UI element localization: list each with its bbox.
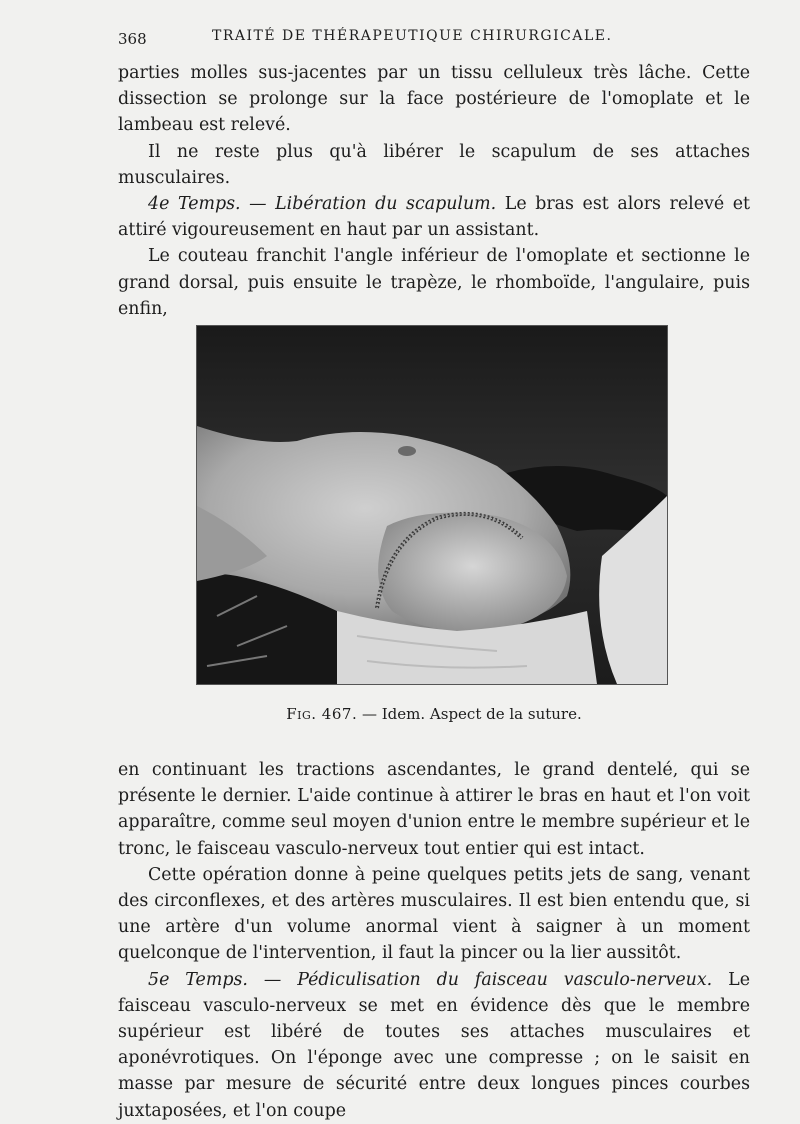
paragraph: [118, 191, 750, 243]
text-block-top: [118, 60, 750, 322]
paragraph: Cette opération donne à peine quelques petits jets de sang, venant des circonflexes, et des artères musculaires. Il est bien entendu que, si une artère d'un volume anormal vient à saigner à un moment quelconque de l'intervention, il faut la pincer ou la lier aussitôt.: [118, 864, 750, 964]
section-heading: 4e Temps. — Libération du scapulum.: [148, 194, 497, 215]
paragraph-text: Le bras est alors relevé et attiré vigoureusement en haut par un assistant.: [118, 194, 750, 241]
photo-illustration: [197, 326, 667, 684]
paragraph: en continuant les tractions ascendantes, le grand dentelé, qui se présente le dernier. L'aide continue à attirer le bras en haut et l'on voit apparaître, comme seul moyen d'union entre le membre supérieur et le tronc, le faisceau vasculo-nerveux tout entier qui est intact.: [118, 760, 750, 859]
section-heading: 5e Temps. — Pédiculisation du faisceau vasculo-nerveux.: [148, 969, 713, 990]
caption-text: — Idem. Aspect de la suture.: [357, 705, 582, 723]
paragraph: Le couteau franchit l'angle inférieur de l'omoplate et sectionne le grand dorsal, puis ensuite le trapèze, le rhomboïde, l'angulaire, puis enfin,: [118, 246, 750, 319]
figure-label: Fig. 467.: [286, 705, 358, 723]
page-header: [118, 26, 758, 50]
paragraph: parties molles sus-jacentes par un tissu celluleux très lâche. Cette dissection se prolonge sur la face postérieure de l'omoplate et le lambeau est relevé.: [118, 63, 750, 136]
page-number: 368: [118, 30, 147, 48]
figure-caption: [118, 705, 750, 723]
surgical-photograph: [197, 326, 667, 684]
running-title: TRAITÉ DE THÉRAPEUTIQUE CHIRURGICALE.: [212, 28, 613, 44]
text-block-bottom: [118, 757, 750, 1124]
paragraph: [118, 967, 750, 1124]
paragraph-text: Le faisceau vasculo-nerveux se met en évidence dès que le membre supérieur est libéré de toutes ses attaches musculaires et aponévrotiques. On l'éponge avec une compresse ; on le saisit en masse par mesure de sécurité entre deux longues pinces courbes juxtaposées, et l'on coupe: [118, 969, 750, 1121]
paragraph: Il ne reste plus qu'à libérer le scapulum de ses attaches musculaires.: [118, 141, 750, 188]
